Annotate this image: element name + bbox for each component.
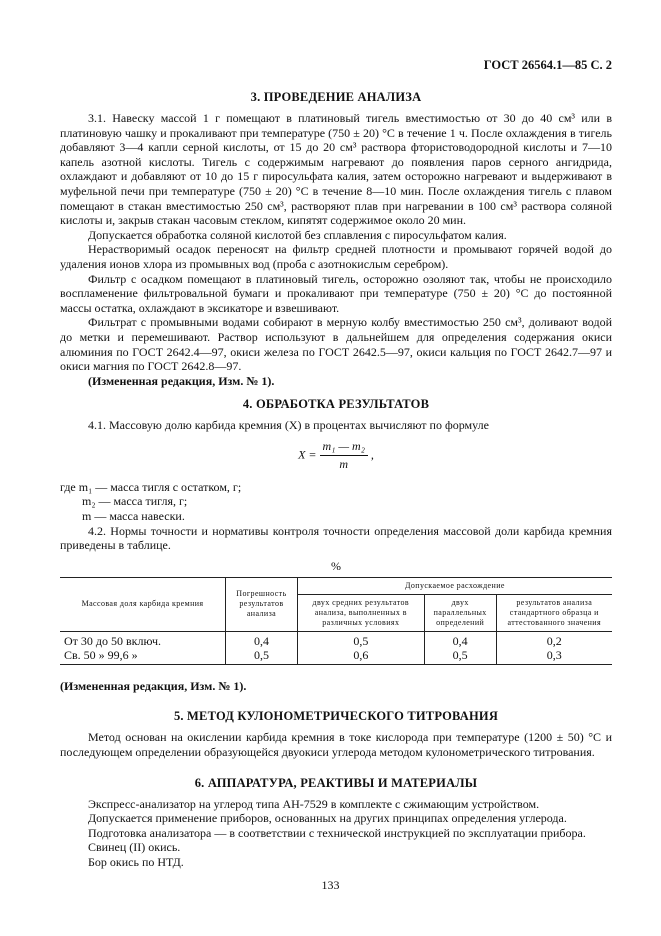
table-unit: % (331, 558, 341, 573)
section-3-paragraph-5: Фильтрат с промывными водами собирают в мерную колбу вместимостью 250 см³, доливают водой до метки и перемешивают. Раствор используют в дальнейшем для определения содержания окиси алюминия по ГОСТ 2642.4—97, окиси железа по ГОСТ 2642.5—97, окиси кальция по ГОСТ 2642.7—97 и окиси магния по ГОСТ 2642.8—97. (60, 315, 612, 374)
formula-tail: , (370, 447, 374, 462)
section-4-amendment-note: (Измененная редакция, Изм. № 1). (60, 678, 247, 693)
standard-header: ГОСТ 26564.1—85 С. 2 (483, 58, 612, 72)
table-row (60, 648, 612, 665)
section-3-amendment-note: (Измененная редакция, Изм. № 1). (88, 373, 275, 388)
formula-fraction (320, 439, 368, 472)
header-error: Погрешность результатов анализа (226, 577, 298, 631)
formula-lhs: X = (298, 447, 317, 462)
table-cell: Св. 50 » 99,6 » (64, 647, 138, 662)
section-3-paragraph-2: Допускается обработка соляной кислотой без сплавления с пиросульфатом калия. (88, 227, 507, 242)
section-4-paragraph-2: 4.2. Нормы точности и нормативы контроля точности определения массовой доли карбида кремния приведены в таблице. (60, 523, 612, 553)
header-reference-sample: результатов анализа стандартного образца и аттестованного значения (496, 594, 612, 631)
formula-numerator: m₁ — m₂ (320, 439, 368, 456)
formula (60, 439, 612, 472)
table-cell: 0,5 (297, 631, 424, 648)
table-cell: 0,5 (226, 648, 298, 665)
table-cell: 0,5 (424, 648, 496, 665)
section-6-line: Экспресс-анализатор на углерод типа АН-7529 в комплекте с сжимающим устройством. (88, 796, 540, 811)
table-cell: 0,3 (496, 648, 612, 665)
accuracy-table (60, 577, 612, 665)
document-body (60, 90, 612, 870)
table-cell: 0,4 (226, 631, 298, 648)
section-4-title: 4. ОБРАБОТКА РЕЗУЛЬТАТОВ (242, 397, 430, 412)
legend-line: m — масса навески. (82, 509, 185, 524)
table-row (60, 631, 612, 648)
legend-line: m₂ — масса тигля, г; (82, 494, 188, 509)
page-number: 133 (321, 878, 340, 892)
section-6-title: 6. АППАРАТУРА, РЕАКТИВЫ И МАТЕРИАЛЫ (194, 775, 478, 790)
section-3-paragraph-1: 3.1. Навеску массой 1 г помещают в платиновый тигель вместимостью от 30 до 40 см³ или в платиновую чашку и прокаливают при температуре (750 ± 20) °С в течение 1 ч. После охлаждения в тигель добавляют 3—4 капли серной кислоты, от 15 до 20 см³ раствора фтористоводородной кислоты и 7—10 капель азотной кислоты. Тигель с содержимым нагревают до появления паров серного ангидрида, охлаждают и добавляют от 10 до 15 г пиросульфата калия, затем осторожно нагревают и выдерживают в муфельной печи при температуре (750 ± 20) °С в течение 8—10 мин. После охлаждения тигель с плавом помещают в стакан вместимостью 250 см³, растворяют плав при нагревании в 100 см³ раствора соляной кислоты и, закрыв стакан часовым стеклом, кипятят содержимое около 20 мин. (60, 111, 612, 228)
header-fraction: Массовая доля карбида кремния (60, 577, 226, 631)
header-allowed-discrepancy: Допускаемое расхождение (297, 577, 612, 594)
table-cell: 0,4 (424, 631, 496, 648)
legend-line: где m₁ — масса тигля с остатком, г; (60, 479, 242, 494)
section-5-paragraph-1: Метод основан на окислении карбида кремния в токе кислорода при температуре (1200 ± 50) °С и последующем определении образующейся двуокиси углерода методом кулонометрического титрования. (60, 730, 612, 760)
formula-legend (60, 480, 612, 524)
section-3-title: 3. ПРОВЕДЕНИЕ АНАЛИЗА (250, 90, 422, 104)
section-3-paragraph-4: Фильтр с осадком помещают в платиновый тигель, осторожно озоляют так, чтобы не происходило воспламенение фильтровальной бумаги и прокаливают при температуре (750 ± 20) °С до постоянной массы остатка, охлаждают в эксикаторе и взвешивают. (60, 271, 612, 315)
section-6-line: Бор окись по НТД. (88, 855, 184, 869)
section-5-title: 5. МЕТОД КУЛОНОМЕТРИЧЕСКОГО ТИТРОВАНИЯ (173, 709, 499, 724)
table-cell: 0,2 (496, 631, 612, 648)
table-cell: От 30 до 50 включ. (64, 633, 162, 648)
section-6-line: Свинец (II) окись. (88, 840, 181, 855)
table-cell: 0,6 (297, 648, 424, 665)
header-two-averages: двух средних результатов анализа, выполненных в различных условиях (297, 594, 424, 631)
section-6-line: Подготовка анализатора — в соответствии с технической инструкцией по эксплуатации прибора. (88, 825, 586, 840)
section-3-paragraph-3: Нерастворимый осадок переносят на фильтр средней плотности и промывают горячей водой до удаления ионов хлора из промывных вод (проба с азотнокислым серебром). (60, 242, 612, 271)
formula-denominator: m (339, 456, 349, 471)
header-parallel: двух параллельных определений (424, 594, 496, 631)
section-6-line: Допускается применение приборов, основанных на других принципах определения углерода. (88, 811, 567, 826)
section-4-paragraph-1: 4.1. Массовую долю карбида кремния (X) в процентах вычисляют по формуле (88, 418, 489, 433)
